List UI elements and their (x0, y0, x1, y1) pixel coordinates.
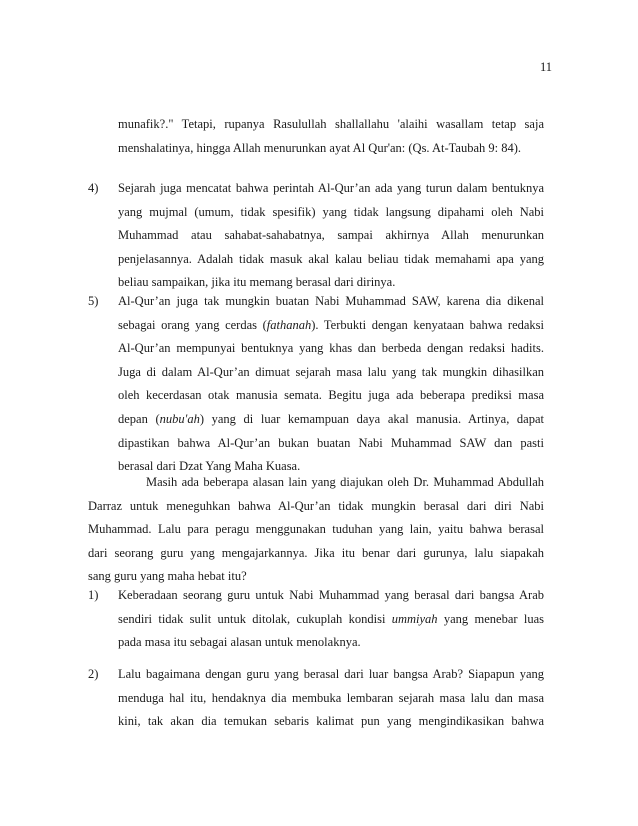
text-line: penjelasannya. Adalah tidak masuk akal kalau beliau tidak memahami apa yang (118, 251, 544, 266)
text-fragment: depan ( (118, 411, 160, 426)
text-line: Muhammad atau sahabat-sahabatnya, sampai akhirnya Allah menurunkan (118, 228, 544, 243)
text-line: oleh kecerdasan otak manusia semata. Begitu juga ada beberapa prediksi masa (118, 388, 544, 403)
text-line: kini, tak akan dia temukan sebaris kalimat pun yang mengindikasikan bahwa (118, 714, 544, 729)
list-number: 1) (88, 588, 99, 602)
text-line: Lalu bagaimana dengan guru yang berasal dari luar bangsa Arab? Siapapun yang (118, 667, 544, 681)
body-paragraph (88, 471, 544, 589)
text-line: menshalatinya, hingga Allah menurunkan ayat Al Qur'an: (Qs. At-Taubah 9: 84). (118, 140, 522, 155)
list-item-4 (88, 177, 544, 295)
text-fragment: sendiri tidak sulit untuk ditolak, cukuplah kondisi (118, 611, 392, 626)
page-number: 11 (539, 60, 552, 74)
text-line: sang guru yang maha hebat itu? (88, 569, 247, 584)
continuation-text (118, 113, 544, 160)
text-line: dari seorang guru yang mengajarkannya. Jika itu benar dari gurunya, lalu siapakah (88, 545, 544, 560)
text-line: munafik?." Tetapi, rupanya Rasulullah shallallahu 'alaihi wasallam tetap saja (118, 117, 544, 131)
list-number: 2) (88, 667, 99, 681)
text-line: dipastikan bahwa Al-Qur’an bukan buatan Nabi Muhammad SAW dan pasti (118, 435, 544, 450)
text-line: Sejarah juga mencatat bahwa perintah Al-Qur’an ada yang turun dalam bentuknya (118, 181, 544, 195)
text-fragment: ) yang di luar kemampuan daya akal manusia. Artinya, dapat (199, 411, 545, 426)
list-item-5 (88, 290, 545, 479)
text-line (118, 408, 544, 432)
text-fragment: ). Terbukti dengan kenyataan bahwa redaksi (311, 317, 545, 332)
list2-item-2 (88, 663, 544, 734)
text-line: Al-Qur’an juga tak mungkin buatan Nabi Muhammad SAW, karena dia dikenal (118, 294, 544, 308)
text-line: Muhammad. Lalu para peragu menggunakan tuduhan yang lain, yaitu bahwa berasal (88, 522, 544, 537)
text-line: Al-Qur’an mempunyai bentuknya yang khas dan berbeda dengan redaksi hadits. (118, 341, 544, 356)
text-line: Masih ada beberapa alasan lain yang diajukan oleh Dr. Muhammad Abdullah (146, 475, 544, 489)
list-number: 4) (88, 181, 99, 195)
italic-term: nubu'ah (159, 411, 200, 426)
list-number: 5) (88, 294, 99, 308)
text-line: Keberadaan seorang guru untuk Nabi Muhammad yang berasal dari bangsa Arab (118, 588, 544, 602)
text-line: berasal dari Dzat Yang Maha Kuasa. (118, 459, 301, 474)
italic-term: fathanah (266, 317, 312, 332)
text-fragment: sebagai orang yang cerdas ( (118, 317, 267, 332)
text-line: Darraz untuk meneguhkan bahwa Al-Qur’an tidak mungkin berasal dari diri Nabi (88, 498, 544, 513)
text-line: pada masa itu sebagai alasan untuk menolaknya. (118, 635, 361, 650)
text-line: beliau sampaikan, jika itu memang berasal dari dirinya. (118, 275, 396, 290)
text-line (118, 608, 544, 632)
text-line: menduga hal itu, hendaknya dia membuka lembaran sejarah masa lalu dan masa (118, 690, 544, 705)
text-line (118, 314, 544, 338)
text-fragment: yang menebar luas (437, 611, 544, 626)
text-line: Juga di dalam Al-Qur’an dimuat sejarah masa lalu yang tak mungkin dihasilkan (118, 364, 544, 379)
list2-item-1 (88, 584, 544, 655)
text-line: yang mujmal (umum, tidak spesifik) yang tidak langsung dipahami oleh Nabi (118, 204, 544, 219)
italic-term: ummiyah (391, 611, 438, 626)
